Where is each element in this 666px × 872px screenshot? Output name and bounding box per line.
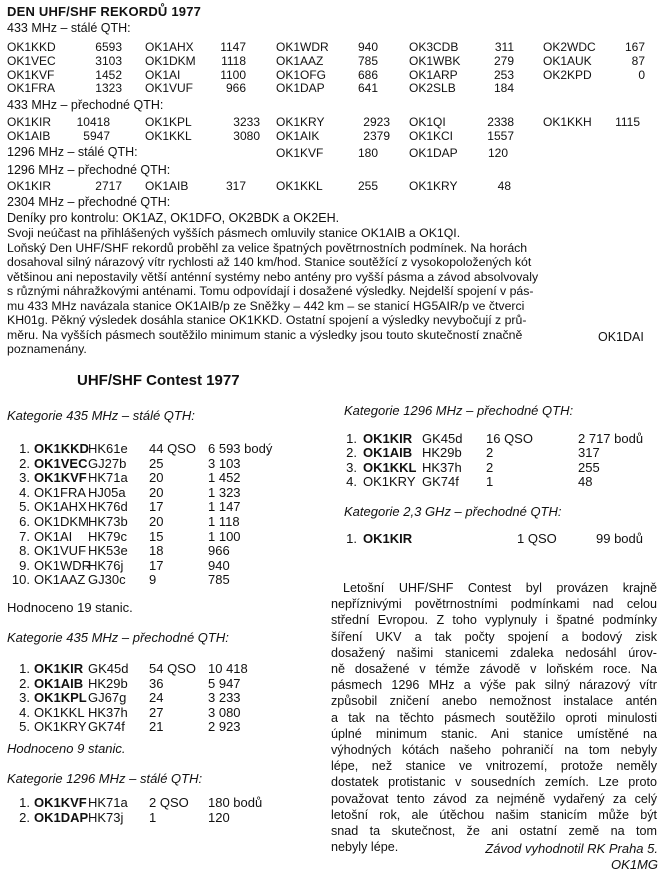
qso-count: 1 QSO — [517, 531, 557, 546]
callsign: OK1AIB — [363, 445, 413, 461]
rank: 1. — [19, 441, 30, 456]
score: 3080 — [233, 128, 260, 143]
score: 785 — [357, 53, 378, 68]
qso-count: 17 — [149, 499, 164, 515]
callsign: OK1KIR — [363, 531, 413, 546]
callsign: OK1KVF — [276, 146, 324, 160]
category-435-permanent: Kategorie 435 MHz – stálé QTH: — [7, 408, 195, 423]
locator: HK73j — [88, 809, 124, 825]
locator: GJ67g — [88, 690, 127, 706]
article-line: šíření UKV a tak počty spojení a bodový zisk — [331, 629, 657, 644]
callsign: OK1VEC — [7, 53, 56, 68]
rank: 5. — [19, 499, 30, 515]
paragraph-line: měru. Na vyšších pásmech soutěžilo minimum stanic a výsledky jsou touto skutečností značně — [7, 327, 523, 342]
callsign: OK1KCI — [409, 128, 454, 143]
paragraph-line: Loňský Den UHF/SHF rekordů proběhl za velice špatných povětrnostních podmínek. Na horách — [7, 240, 528, 255]
rank: 2. — [19, 675, 30, 691]
qso-count: 27 — [149, 704, 164, 720]
score: 940 — [357, 40, 378, 54]
locator: HK37h — [422, 459, 462, 475]
callsign: OK1KVF — [7, 67, 55, 82]
qso-count: 1 — [486, 474, 494, 490]
record-row — [0, 81, 666, 95]
score: 1118 — [221, 53, 246, 68]
score: 1323 — [95, 81, 122, 96]
article-line: snad ta skutečnost, že ani ostatní země na tom — [331, 824, 657, 839]
callsign: OK1AAZ — [34, 572, 86, 588]
score: 1557 — [487, 128, 514, 143]
report-paragraph — [7, 226, 657, 357]
category-1296-permanent: Kategorie 1296 MHz – stálé QTH: — [7, 771, 203, 786]
qso-count: 36 — [149, 675, 164, 691]
qso-count: 9 — [149, 572, 157, 588]
rank: 1. — [19, 661, 30, 676]
paragraph-line: KH01g. Pěkný výsledek dosáhla stanice OK1KKD. Ostatní spojení a výsledky nevybočují z prů- — [7, 313, 527, 327]
locator: HK73b — [88, 514, 128, 529]
article-line: nebyly lépe. — [331, 840, 399, 855]
qso-count: 20 — [149, 470, 164, 486]
callsign: OK1AI — [145, 67, 181, 82]
points: 940 — [208, 557, 230, 573]
score: 253 — [493, 67, 514, 82]
qso-count: 20 — [149, 514, 164, 529]
article-line: výhodných kótách našeho pohraničí na tom nebyly — [331, 743, 657, 758]
signature-bottom: OK1MG — [611, 857, 658, 872]
callsign: OK1WBK — [409, 53, 461, 68]
evaluated-by: Závod vyhodnotil RK Praha 5. — [485, 841, 658, 856]
score: 6593 — [95, 40, 122, 54]
result-row — [0, 474, 666, 489]
qso-count: 18 — [149, 543, 164, 559]
callsign: OK1KIR — [7, 179, 52, 193]
rank: 7. — [19, 528, 30, 544]
article-line: dosažený našimi stanicemi zdaleka nedosáhl úrov- — [331, 645, 657, 660]
qso-count: 1 — [149, 809, 157, 825]
callsign: OK1DKM — [145, 53, 196, 68]
rank: 4. — [19, 704, 30, 720]
callsign: OK1DKM — [34, 514, 89, 529]
rated-stations-2: Hodnoceno 9 stanic. — [7, 741, 126, 756]
rank: 6. — [19, 514, 30, 529]
rank: 1. — [19, 795, 30, 810]
qso-count: 15 — [149, 528, 164, 544]
article-line: střední Evropou. Z toho vyplynuly i špatné podmínky — [331, 613, 657, 628]
callsign: OK1AHX — [145, 40, 194, 54]
points: 99 bodů — [596, 531, 643, 546]
paragraph-line: mu 433 MHz navázala stanice OK1AIB/p ze Sněžky – 442 km – se stanicí HG5AIR/p ve čtverci — [7, 298, 525, 313]
callsign: OK1KKD — [7, 40, 56, 54]
locator: GK45d — [422, 431, 463, 446]
callsign: OK1VEC — [34, 455, 88, 471]
locator: HK61e — [88, 441, 128, 456]
callsign: OK2KPD — [543, 67, 592, 82]
score: 87 — [631, 53, 645, 68]
score: 167 — [624, 40, 645, 54]
score: 255 — [357, 179, 378, 193]
callsign: OK1KKL — [363, 459, 417, 475]
callsign: OK1OFG — [276, 67, 327, 82]
article-line: pásmech 1296 MHz a výše pak silný nárazový vítr — [331, 678, 657, 693]
callsign: OK1FRA — [7, 81, 56, 96]
points: 1 323 — [208, 484, 241, 500]
locator: HK79c — [88, 528, 128, 544]
points: 2 923 — [208, 719, 241, 735]
points: 48 — [578, 474, 593, 490]
paragraph-line: většinou ani nepostavily větší anténní systémy nebo antény pro vyšší pásma a závod absolvovaly — [7, 269, 539, 284]
locator: HK71a — [88, 470, 128, 486]
callsign: OK1AIB — [34, 675, 84, 691]
locator: GK74f — [88, 719, 125, 735]
rank: 4. — [346, 474, 357, 490]
rank: 1. — [346, 431, 357, 446]
locator: HK71a — [88, 795, 128, 810]
rank: 8. — [19, 543, 30, 559]
callsign: OK1QI — [409, 115, 446, 129]
callsign: OK1KKL — [34, 704, 85, 720]
qso-count: 54 QSO — [149, 661, 196, 676]
record-row — [0, 68, 666, 82]
locator: HK76j — [88, 557, 124, 573]
score: 966 — [225, 81, 246, 96]
score: 311 — [494, 40, 514, 54]
callsign: OK1KVF — [34, 470, 87, 486]
points: 255 — [578, 459, 600, 475]
record-row — [0, 40, 666, 54]
locator: HK29b — [88, 675, 128, 691]
section-2304-portable: 2304 MHz – přechodné QTH: — [7, 195, 171, 209]
callsign: OK1KIR — [7, 115, 52, 129]
points: 180 bodů — [208, 795, 263, 810]
callsign: OK1AI — [34, 528, 73, 544]
qso-count: 44 QSO — [149, 441, 196, 456]
locator: GJ30c — [88, 572, 126, 588]
article-line: úplné minimum stanic. Ani stanice umístěné na — [331, 726, 657, 741]
record-row — [0, 129, 666, 143]
qso-count: 20 — [149, 484, 164, 500]
score: 10418 — [76, 115, 110, 129]
section-433-permanent: 433 MHz – stálé QTH: — [7, 21, 131, 35]
score: 184 — [493, 81, 514, 96]
contest-title: UHF/SHF Contest 1977 — [77, 372, 240, 389]
callsign: OK1VUF — [34, 543, 87, 559]
points: 1 452 — [208, 470, 241, 486]
callsign: OK1AUK — [543, 53, 592, 68]
article-line: považovat tento závod za nejméně vydařený za celý — [331, 791, 657, 806]
score: 0 — [638, 67, 645, 82]
locator: HK29b — [422, 445, 462, 461]
score: 120 — [487, 146, 508, 160]
points: 1 100 — [208, 528, 241, 544]
points: 966 — [208, 543, 230, 559]
callsign: OK1KRY — [276, 115, 325, 129]
locator: GK74f — [422, 474, 459, 490]
qso-count: 2 — [486, 445, 494, 461]
points: 1 118 — [208, 514, 240, 529]
category-1296-portable: Kategorie 1296 MHz – přechodné QTH: — [344, 403, 574, 418]
qso-count: 16 QSO — [486, 431, 533, 446]
score: 317 — [225, 179, 246, 193]
article-line: způsobil zničení anebo nemožnost instalace antén — [331, 694, 657, 709]
result-row — [0, 445, 666, 460]
score: 180 — [357, 146, 378, 160]
qso-count: 21 — [149, 719, 164, 735]
score: 5947 — [83, 128, 110, 143]
score: 1115 — [615, 115, 640, 129]
result-row — [0, 514, 666, 529]
callsign: OK1WDR — [276, 40, 329, 54]
points: 3 233 — [208, 690, 241, 706]
article-line: Letošní UHF/SHF Contest byl provázen krajně — [343, 581, 657, 595]
qso-count: 25 — [149, 455, 164, 471]
points: 3 080 — [208, 704, 241, 720]
score: 1147 — [220, 40, 246, 54]
points: 785 — [208, 572, 230, 588]
paragraph-line: s různými náhražkovými anténami. Tomu odpovídají i dosažené výsledky. Nejdelší spojení v pás- — [7, 284, 534, 298]
callsign: OK1KIR — [363, 431, 413, 446]
section-1296-portable: 1296 MHz – přechodné QTH: — [7, 163, 171, 177]
paragraph-line: poznamenány. — [7, 342, 87, 356]
rank: 2. — [19, 809, 30, 825]
rank: 9. — [19, 557, 30, 573]
article-line: lépe, než stanice ve vnitrozemí, protože neměly — [331, 759, 657, 774]
callsign: OK1ARP — [409, 67, 458, 82]
callsign: OK1KKH — [543, 115, 592, 129]
rank: 2. — [19, 455, 30, 471]
callsign: OK1FRA — [34, 484, 87, 500]
article-line: dostatek protistanic v sousedních zemích. Lze proto — [331, 775, 657, 790]
section-433-portable: 433 MHz – přechodné QTH: — [7, 98, 164, 112]
article-line: nepříznivými povětrnostními podmínkami nad celou — [331, 597, 657, 612]
callsign: OK1KKD — [34, 441, 89, 456]
callsign: OK1KRY — [34, 719, 87, 735]
callsign: OK3CDB — [409, 40, 459, 54]
paragraph-line: dosahoval silný nárazový vítr rychlosti až 140 km/hod. Stanice soutěžící z vysokopoložených kót — [7, 255, 532, 269]
points: 5 947 — [208, 675, 241, 691]
points: 1 147 — [208, 499, 241, 515]
score: 3233 — [233, 115, 260, 129]
record-day-title: DEN UHF/SHF REKORDŮ 1977 — [7, 4, 202, 19]
rank: 3. — [19, 690, 30, 706]
callsign: OK1AHX — [34, 499, 87, 515]
rated-stations-1: Hodnoceno 19 stanic. — [7, 600, 133, 615]
record-row — [0, 146, 666, 160]
callsign: OK1KKL — [145, 128, 192, 143]
score: 2923 — [363, 115, 390, 129]
score: 1452 — [95, 67, 122, 82]
score: 641 — [357, 81, 378, 96]
section-1296-permanent: 1296 MHz – stálé QTH: — [7, 145, 138, 159]
result-row — [0, 460, 666, 475]
qso-count: 17 — [149, 557, 164, 573]
locator: HK37h — [88, 704, 128, 720]
callsign: OK1KVF — [34, 795, 87, 810]
rank: 3. — [346, 459, 357, 475]
callsign: OK1KPL — [34, 690, 87, 706]
record-row — [0, 179, 666, 193]
result-row — [0, 558, 666, 573]
result-row — [0, 499, 666, 514]
record-row — [0, 115, 666, 129]
rank: 1. — [346, 531, 357, 546]
score: 2379 — [363, 128, 390, 143]
paragraph-line: Svoji neúčast na přihlášených vyšších pásmech omluvily stanice OK1AIB a OK1QI. — [7, 226, 461, 240]
rank: 3. — [19, 470, 30, 486]
score: 1100 — [220, 67, 246, 82]
control-logs: Deníky pro kontrolu: OK1AZ, OK1DFO, OK2BDK a OK2EH. — [7, 211, 340, 225]
callsign: OK1KPL — [145, 115, 192, 129]
callsign: OK1AIK — [276, 128, 320, 143]
result-row — [0, 431, 666, 446]
score: 3103 — [95, 53, 122, 68]
qso-count: 2 QSO — [149, 795, 189, 810]
score: 48 — [497, 179, 511, 193]
rank: 4. — [19, 484, 30, 500]
callsign: OK1KKL — [276, 179, 323, 193]
contest-article — [331, 580, 657, 855]
callsign: OK1AIB — [7, 128, 51, 143]
points: 317 — [578, 445, 600, 461]
points: 3 103 — [208, 455, 241, 471]
callsign: OK1KRY — [363, 474, 416, 490]
rank: 10. — [11, 572, 30, 588]
signature-top: OK1DAI — [598, 330, 644, 344]
callsign: OK1KIR — [34, 661, 84, 676]
callsign: OK1DAP — [276, 81, 325, 96]
score: 2717 — [95, 179, 122, 193]
score: 2338 — [487, 115, 514, 129]
callsign: OK1AAZ — [276, 53, 324, 68]
callsign: OK1DAP — [409, 146, 458, 160]
points: 120 — [208, 809, 230, 825]
points: 2 717 bodů — [578, 431, 644, 446]
callsign: OK2WDC — [543, 40, 596, 54]
callsign: OK2SLB — [409, 81, 456, 96]
locator: GK45d — [88, 661, 129, 676]
locator: HK53e — [88, 543, 128, 559]
rank: 2. — [346, 445, 357, 461]
callsign: OK1DAP — [34, 809, 89, 825]
callsign: OK1KRY — [409, 179, 458, 193]
score: 686 — [357, 67, 378, 82]
callsign: OK1VUF — [145, 81, 194, 96]
callsign: OK1WDR — [34, 557, 92, 573]
score: 279 — [493, 53, 514, 68]
result-row — [0, 528, 666, 546]
callsign: OK1AIB — [145, 179, 189, 193]
points: 6 593 bodý — [208, 441, 273, 456]
points: 10 418 — [208, 661, 248, 676]
rank: 5. — [19, 719, 30, 735]
article-line: letošní rok, ale útěchou našim stanicím může být — [331, 807, 657, 822]
locator: HK76d — [88, 499, 128, 515]
locator: HJ05a — [88, 484, 126, 500]
locator: GJ27b — [88, 455, 127, 471]
category-2300-portable: Kategorie 2,3 GHz – přechodné QTH: — [344, 504, 562, 519]
article-line: ně dosažené v témže závodě v loňském roce. Na — [331, 662, 657, 677]
category-435-portable: Kategorie 435 MHz – přechodné QTH: — [7, 630, 229, 645]
article-line: a tak na těchto pásmech soutěžilo oproti minulosti — [331, 710, 657, 725]
qso-count: 24 — [149, 690, 164, 706]
qso-count: 2 — [486, 459, 494, 475]
record-row — [0, 54, 666, 68]
